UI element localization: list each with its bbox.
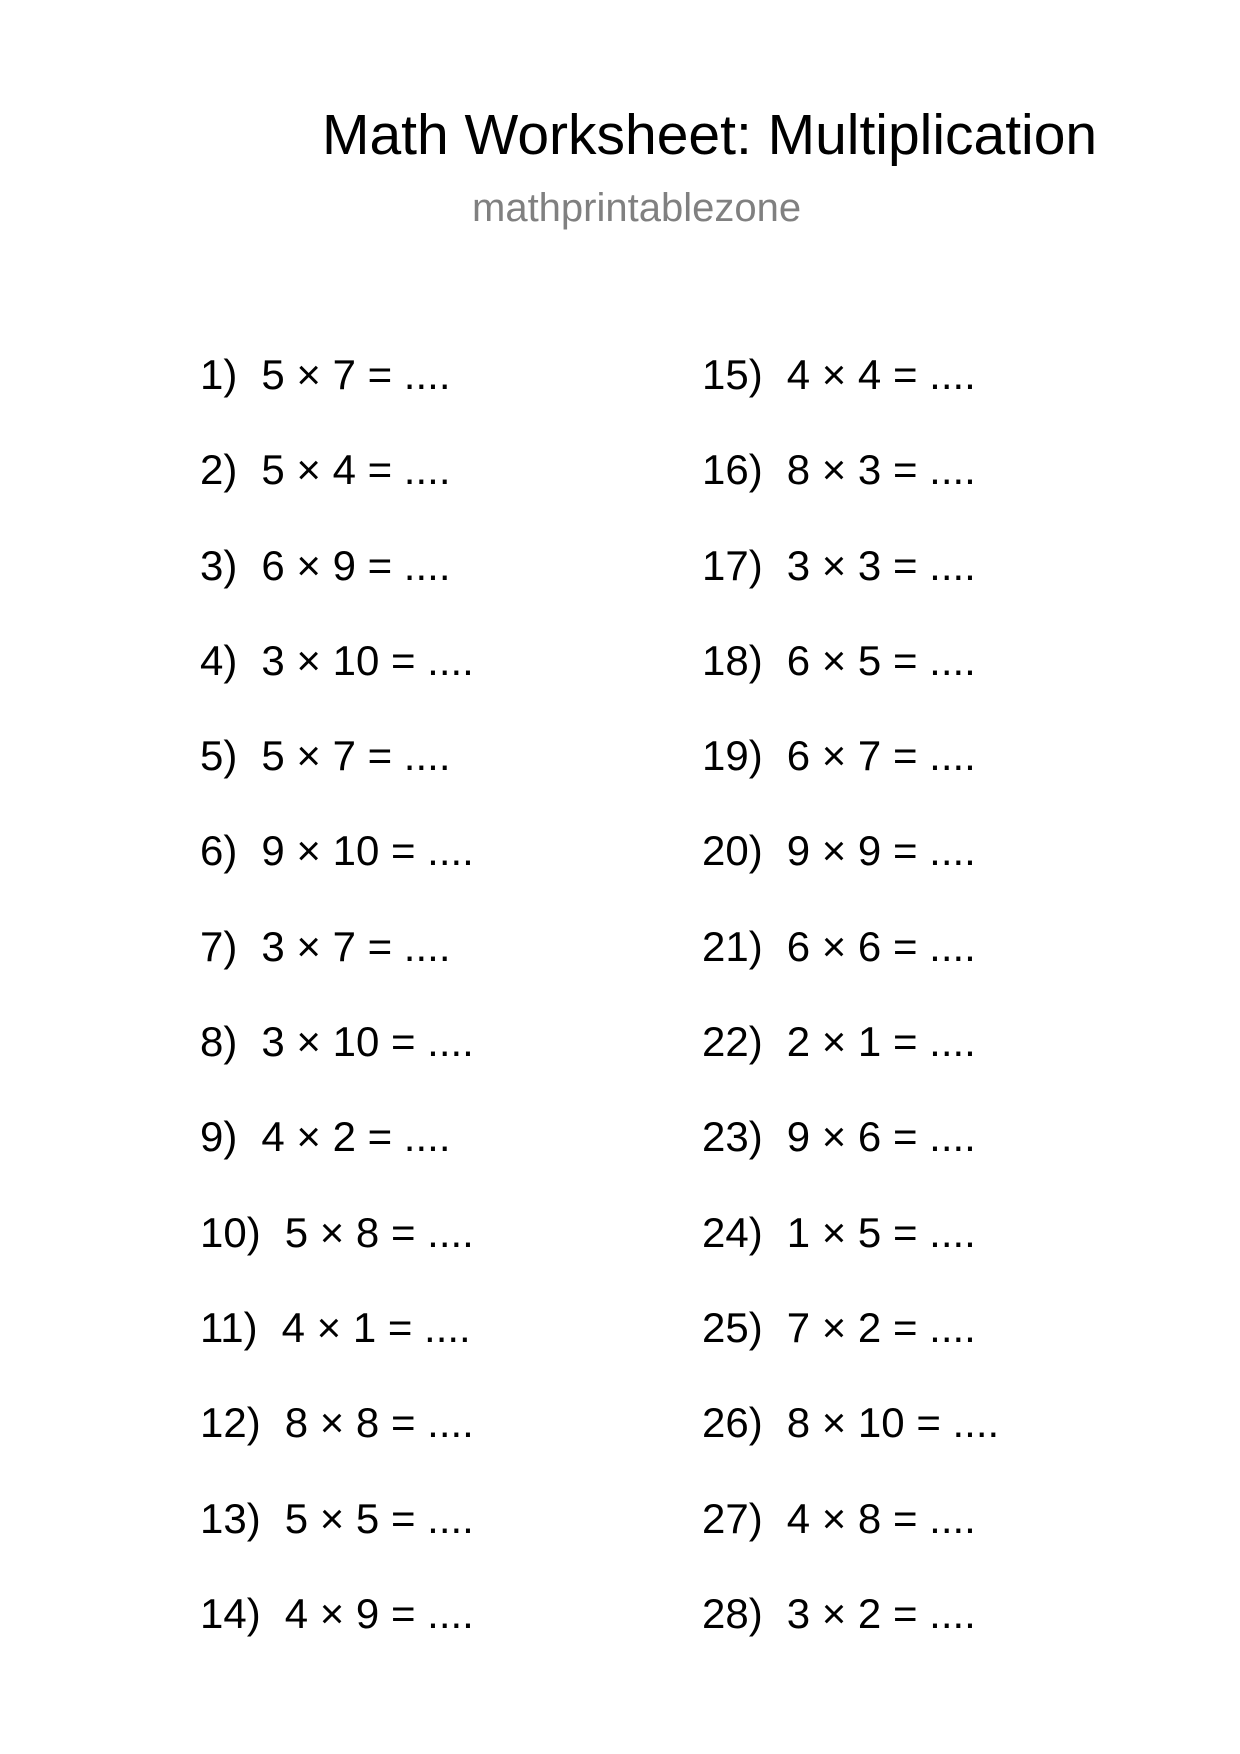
problem-expression: 3 × 7 = .... [261, 922, 451, 970]
problem-number: 21) [702, 922, 763, 970]
problem-item [702, 1494, 1182, 1589]
problem-expression: 6 × 6 = .... [786, 922, 976, 970]
problem-expression: 9 × 9 = .... [786, 827, 976, 875]
problem-number: 15) [702, 351, 763, 398]
problem-item [702, 541, 1182, 636]
problem-number: 9) [200, 1113, 238, 1161]
problem-expression: 6 × 7 = .... [786, 732, 976, 780]
problem-item [200, 1589, 680, 1684]
problem-item [702, 1398, 1182, 1493]
problems-column-left [200, 350, 680, 1684]
problem-number: 11) [200, 1303, 258, 1351]
problem-number: 3) [200, 541, 238, 589]
problem-expression: 6 × 5 = .... [786, 636, 976, 684]
problem-expression: 3 × 2 = .... [786, 1589, 976, 1637]
problem-item [200, 1494, 680, 1589]
problem-expression: 2 × 1 = .... [786, 1018, 976, 1066]
problem-number: 2) [200, 446, 238, 494]
worksheet-subtitle: mathprintablezone [472, 186, 802, 230]
problem-number: 6) [200, 827, 238, 875]
problem-expression: 9 × 10 = .... [261, 827, 474, 875]
problem-item [200, 1208, 680, 1303]
problem-expression: 4 × 9 = .... [284, 1589, 474, 1637]
problem-number: 25) [702, 1303, 763, 1351]
problem-number: 28) [702, 1589, 763, 1637]
problem-item [200, 541, 680, 636]
problem-expression: 5 × 7 = .... [261, 351, 451, 398]
problem-item [702, 1017, 1182, 1112]
problem-item [200, 1017, 680, 1112]
problem-item [702, 1208, 1182, 1303]
problem-expression: 1 × 5 = .... [786, 1208, 976, 1256]
problem-expression: 7 × 2 = .... [786, 1303, 976, 1351]
problem-number: 10) [200, 1208, 261, 1256]
problem-item [200, 350, 680, 445]
problem-item [702, 1589, 1182, 1684]
problem-number: 24) [702, 1208, 763, 1256]
problem-expression: 5 × 8 = .... [284, 1208, 474, 1256]
problem-number: 8) [200, 1018, 238, 1066]
worksheet-title: Math Worksheet: Multiplication [322, 103, 1098, 167]
problem-item [200, 1303, 680, 1398]
problem-number: 17) [702, 541, 763, 589]
problem-number: 16) [702, 446, 763, 494]
problem-item [200, 636, 680, 731]
problem-expression: 8 × 10 = .... [786, 1399, 1000, 1447]
problems-column-right [702, 350, 1182, 1684]
problem-number: 12) [200, 1399, 261, 1447]
problem-expression: 3 × 3 = .... [786, 541, 976, 589]
problem-item [200, 826, 680, 921]
problem-number: 26) [702, 1399, 763, 1447]
problem-expression: 4 × 1 = .... [281, 1303, 471, 1351]
problem-item [702, 445, 1182, 540]
problem-item [702, 922, 1182, 1017]
problem-number: 27) [702, 1494, 763, 1542]
problem-item [200, 1398, 680, 1493]
problem-expression: 5 × 7 = .... [261, 732, 451, 780]
problem-number: 4) [200, 636, 238, 684]
problem-item [200, 922, 680, 1017]
problem-number: 18) [702, 636, 763, 684]
problem-item [702, 731, 1182, 826]
problem-expression: 5 × 4 = .... [261, 446, 451, 494]
problem-expression: 3 × 10 = .... [261, 636, 474, 684]
problem-item [702, 636, 1182, 731]
problem-expression: 3 × 10 = .... [261, 1018, 474, 1066]
problem-number: 19) [702, 732, 763, 780]
problem-item [702, 826, 1182, 921]
problem-number: 22) [702, 1018, 763, 1066]
problem-expression: 9 × 6 = .... [786, 1113, 976, 1161]
problem-number: 20) [702, 827, 763, 875]
problem-expression: 4 × 4 = .... [786, 351, 976, 398]
problem-expression: 8 × 3 = .... [786, 446, 976, 494]
problem-item [200, 445, 680, 540]
problem-number: 23) [702, 1113, 763, 1161]
problem-item [702, 350, 1182, 445]
problem-expression: 8 × 8 = .... [284, 1399, 474, 1447]
problem-number: 14) [200, 1589, 261, 1637]
problem-item [702, 1303, 1182, 1398]
problem-number: 5) [200, 732, 238, 780]
problem-number: 1) [200, 351, 238, 398]
problem-expression: 4 × 8 = .... [786, 1494, 976, 1542]
problem-number: 7) [200, 922, 238, 970]
problem-expression: 6 × 9 = .... [261, 541, 451, 589]
problem-item [200, 731, 680, 826]
problem-expression: 5 × 5 = .... [284, 1494, 474, 1542]
problem-number: 13) [200, 1494, 261, 1542]
problem-item [200, 1112, 680, 1207]
problem-item [702, 1112, 1182, 1207]
problem-expression: 4 × 2 = .... [261, 1113, 451, 1161]
